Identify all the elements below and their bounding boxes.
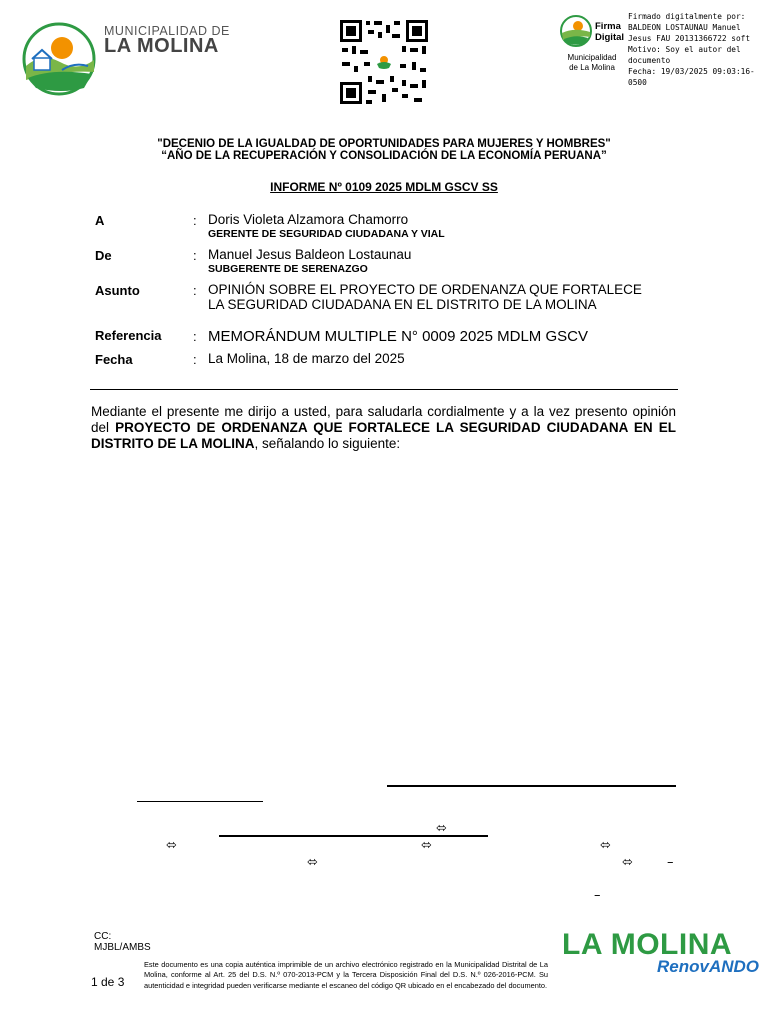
qr-code-icon [338, 18, 430, 106]
field-asunto-line2: LA SEGURIDAD CIUDADANA EN EL DISTRITO DE LA MOLINA [208, 297, 597, 312]
la-molina-logo-icon [22, 22, 96, 96]
field-a-position: GERENTE DE SEGURIDAD CIUDADANA Y VIAL [208, 228, 445, 240]
signature-line: documento [628, 56, 671, 65]
cc-label: CC: [94, 931, 112, 942]
field-a-label: A [95, 213, 105, 228]
ano-heading: “AÑO DE LA RECUPERACIÓN Y CONSOLIDACIÓN DE LA ECONOMÍA PERUANA” [161, 150, 607, 162]
header-divider [90, 389, 678, 390]
body-text: , señalando lo siguiente: [254, 436, 401, 451]
signature-line: Jesus FAU 20131366722 soft [628, 34, 751, 43]
underline-rule [219, 835, 488, 837]
field-colon: : [193, 248, 197, 263]
field-asunto-label: Asunto [95, 283, 140, 298]
field-referencia-label: Referencia [95, 328, 162, 343]
field-referencia-value: MEMORÁNDUM MULTIPLE N° 0009 2025 MDLM GSCV [208, 328, 588, 345]
double-arrow-icon: ⬄ [307, 855, 318, 870]
firma-muni-line1: Municipalidad [567, 53, 617, 62]
field-colon: : [193, 329, 197, 344]
cc-block [94, 931, 151, 953]
page-number: 1 de 3 [91, 975, 125, 989]
cc-initials: MJBL/AMBS [94, 942, 151, 953]
double-arrow-icon: ⬄ [166, 838, 177, 853]
double-arrow-icon: ⬄ [436, 821, 447, 836]
field-colon: : [193, 213, 197, 228]
firma-municipalidad-label [562, 53, 622, 73]
field-de-value: Manuel Jesus Baldeon Lostaunau [208, 247, 412, 262]
field-asunto-line1: OPINIÓN SOBRE EL PROYECTO DE ORDENANZA QUE FORTALECE [208, 282, 642, 297]
dash-symbol: – [594, 888, 601, 903]
field-fecha-label: Fecha [95, 352, 133, 367]
signature-line: Fecha: 19/03/2025 09:03:16-0500 [628, 67, 755, 87]
footer-brand-renovando: RenovANDO [657, 957, 760, 976]
field-colon: : [193, 352, 197, 367]
underline-rule [387, 785, 676, 787]
field-a-value: Doris Violeta Alzamora Chamorro [208, 212, 409, 227]
informe-number: INFORME Nº 0109 2025 MDLM GSCV SS [270, 180, 498, 194]
firma-title-line1: Firma [595, 21, 621, 32]
signature-line: Motivo: Soy el autor del [628, 45, 741, 54]
field-de-label: De [95, 248, 112, 263]
footer-brand-la-molina: LA MOLINA [562, 928, 733, 961]
firma-digital-title [595, 21, 624, 43]
underline-rule [137, 801, 263, 802]
double-arrow-icon: ⬄ [421, 838, 432, 853]
firma-muni-line2: de La Molina [569, 63, 615, 72]
body-text-bold: PROYECTO DE ORDENANZA QUE FORTALECE LA SEGURIDAD CIUDADANA EN EL DISTRITO DE LA MOLINA [91, 420, 676, 451]
digital-signature-info [628, 11, 768, 88]
firma-digital-logo-icon [560, 15, 592, 47]
double-arrow-icon: ⬄ [622, 855, 633, 870]
dash-symbol: – [667, 855, 674, 870]
field-colon: : [193, 283, 197, 298]
signature-line: Firmado digitalmente por: [628, 12, 746, 21]
logo-text-municipalidad: MUNICIPALIDAD DE [104, 24, 230, 38]
body-paragraph [91, 404, 676, 452]
decenio-heading: "DECENIO DE LA IGUALDAD DE OPORTUNIDADES PARA MUJERES Y HOMBRES" [157, 138, 611, 150]
authenticity-footnote: Este documento es una copia auténtica imprimible de un archivo electrónico registrado en la Municipalidad Distrital de La Molina, conforme al Art. 25 del D.S. N.º 070-2013-PCM y la Tercera Disposición Final del D.S. N.º 026-2016-PCM. Su autenticidad e integridad pueden verificarse mediante el escaneo del código QR ubicado en el encabezado del documento. [144, 960, 548, 990]
field-de-position: SUBGERENTE DE SERENAZGO [208, 263, 368, 275]
body-text: Mediante el presente me dirijo a usted, para saludarla cordialmente y a la vez presento opinión del [91, 404, 676, 435]
firma-title-line2: Digital [595, 32, 625, 43]
double-arrow-icon: ⬄ [600, 838, 611, 853]
signature-line: BALDEON LOSTAUNAU Manuel [628, 23, 741, 32]
field-fecha-value: La Molina, 18 de marzo del 2025 [208, 351, 405, 366]
logo-text-la-molina: LA MOLINA [104, 35, 219, 57]
